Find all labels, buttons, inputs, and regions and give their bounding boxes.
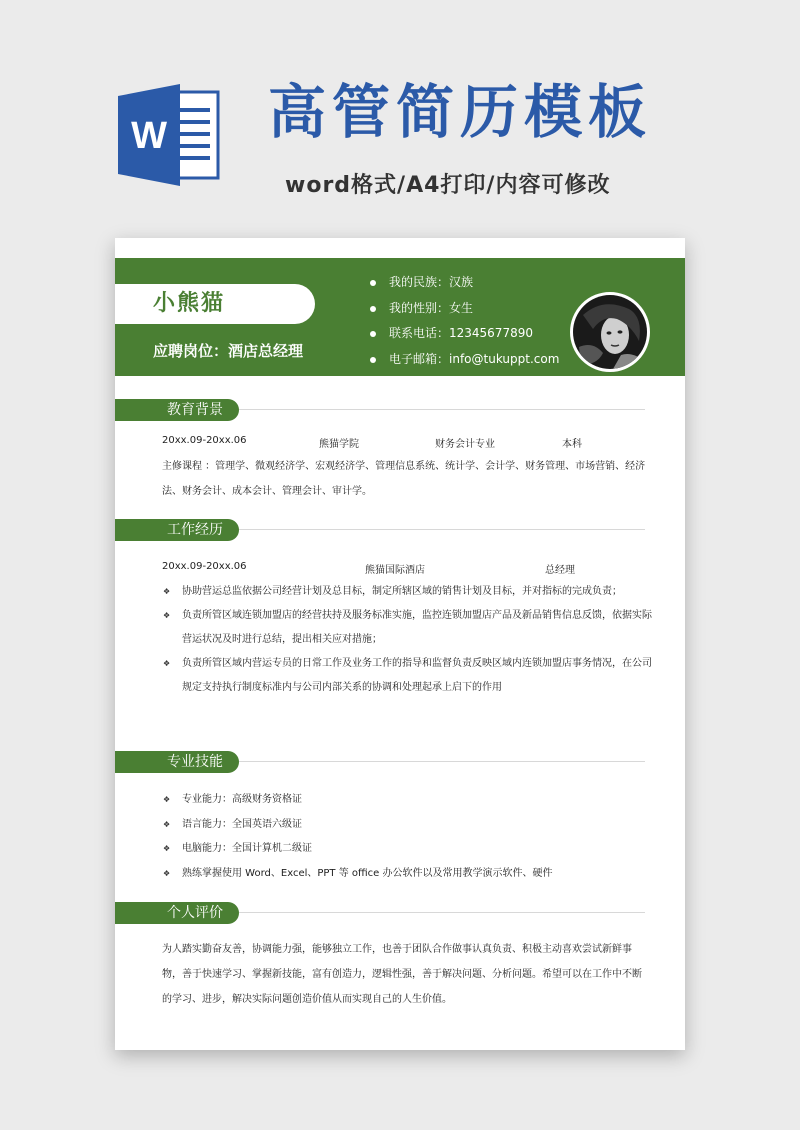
diamond-bullet-icon: ❖ <box>163 587 171 596</box>
evaluation-text: 为人踏实勤奋友善，协调能力强，能够独立工作，也善于团队合作做事认真负责、积极主动喜欢尝试新鲜事物，善于快速学习、掌握新技能，富有创造力，逻辑性强，善于解决问题、分析问题。希望可以在工作中不断的学习、进步，解决实际问题创造价值从而实现自己的人生价值。 <box>162 944 642 1005</box>
work-duty-text: 负责所管区域内营运专员的日常工作及业务工作的指导和监督负责反映区域内连锁加盟店事务情况，在公司规定支持执行制度标准内与公司内部关系的协调和处理起承上启下的作用 <box>182 658 652 693</box>
skills-list <box>162 788 652 886</box>
contact-info-list <box>367 270 559 372</box>
skill-item <box>162 813 652 838</box>
skill-item <box>162 862 652 887</box>
section-skills: 专业技能 <box>115 751 239 773</box>
info-gender: 我的性别：女生 <box>367 296 559 322</box>
work-duty-item <box>162 580 652 604</box>
skill-text: 语言能力：全国英语六级证 <box>182 818 302 830</box>
work-duties-list <box>162 580 652 700</box>
position-value: 酒店总经理 <box>228 342 304 360</box>
diamond-bullet-icon: ❖ <box>163 868 171 878</box>
skill-text: 熟练掌握使用 Word、Excel、PPT 等 office 办公软件以及常用教学演示软件、硬件 <box>182 867 553 879</box>
section-divider <box>239 912 645 913</box>
applied-position <box>153 340 303 361</box>
info-phone: 联系电话：12345677890 <box>367 321 559 347</box>
skill-text: 电脑能力：全国计算机二级证 <box>182 843 312 854</box>
avatar-photo <box>570 292 650 372</box>
diamond-bullet-icon: ❖ <box>163 795 171 804</box>
work-duty-item <box>162 652 652 700</box>
word-logo-letter: W <box>131 115 167 157</box>
section-work: 工作经历 <box>115 519 239 541</box>
diamond-bullet-icon: ❖ <box>163 611 171 620</box>
resume-page <box>115 238 685 1050</box>
work-duty-text: 协助营运总监依据公司经营计划及总目标，制定所辖区域的销售计划及目标，并对指标的完成负责； <box>182 586 622 597</box>
work-company: 熊猫国际酒店 <box>365 565 425 576</box>
info-ethnicity: 我的民族：汉族 <box>367 270 559 296</box>
skill-text: 专业能力：高级财务资格证 <box>182 794 302 805</box>
banner-title: 高管简历模板 <box>268 78 653 146</box>
skill-item <box>162 788 652 813</box>
section-divider <box>239 409 645 410</box>
info-email: 电子邮箱：info@tukuppt.com <box>367 347 559 373</box>
work-date: 20xx.09-20xx.06 <box>162 561 247 572</box>
edu-degree: 本科 <box>562 439 582 450</box>
position-label: 应聘岗位： <box>153 342 229 360</box>
edu-major: 财务会计专业 <box>435 439 495 450</box>
edu-courses: 主修课程 ：管理学、微观经济学、宏观经济学、管理信息系统、统计学、会计学、财务管理、市场营销、经济法、财务会计、成本会计、管理会计、审计学。 <box>162 461 646 497</box>
skill-item <box>162 837 652 862</box>
section-divider <box>239 761 645 762</box>
edu-school: 熊猫学院 <box>319 439 359 450</box>
section-education: 教育背景 <box>115 399 239 421</box>
portrait-icon <box>573 295 647 369</box>
diamond-bullet-icon: ❖ <box>163 659 171 668</box>
diamond-bullet-icon: ❖ <box>163 819 171 829</box>
work-duty-item <box>162 604 652 652</box>
header-band <box>115 258 685 376</box>
candidate-name: 小熊猫 <box>115 284 315 324</box>
word-logo-icon <box>118 82 224 188</box>
work-role: 总经理 <box>545 565 575 576</box>
diamond-bullet-icon: ❖ <box>163 844 171 853</box>
section-evaluation: 个人评价 <box>115 902 239 924</box>
work-duty-text: 负责所管区域连锁加盟店的经营扶持及服务标准实施，监控连锁加盟店产品及新品销售信息反馈，依据实际营运状况及时进行总结，提出相关应对措施； <box>182 610 652 645</box>
section-divider <box>239 529 645 530</box>
banner-subtitle: word格式/A4打印/内容可修改 <box>285 173 611 198</box>
edu-date: 20xx.09-20xx.06 <box>162 435 247 446</box>
